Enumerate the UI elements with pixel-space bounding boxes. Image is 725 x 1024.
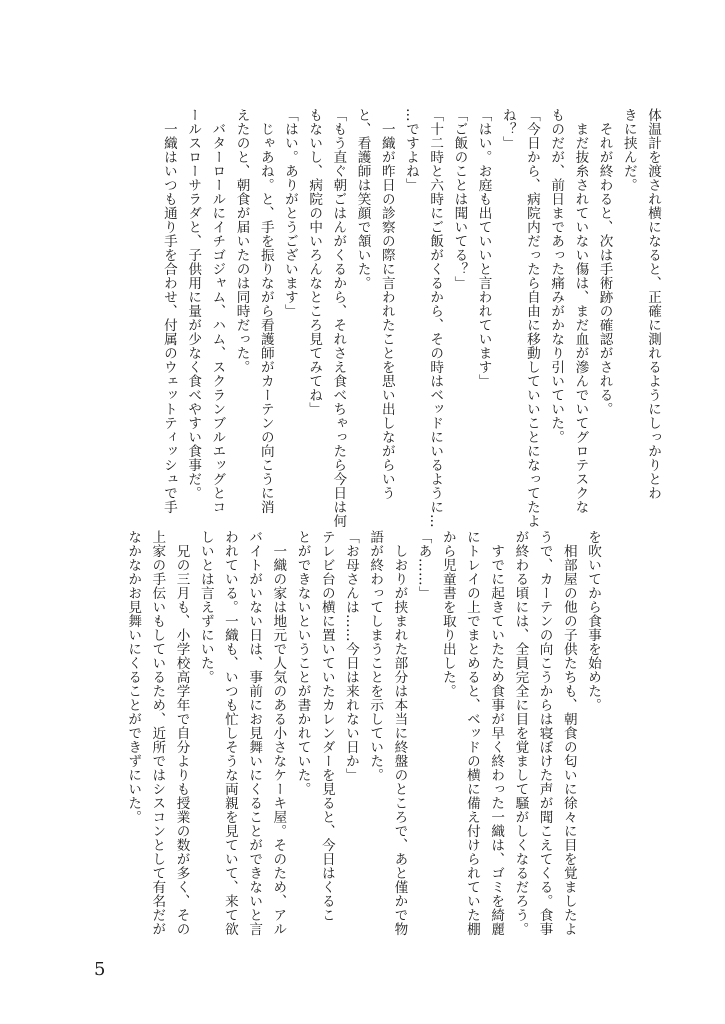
text-line: 体温計を渡され横になると、正確に測れるようにしっかりとわ (645, 108, 661, 500)
text-block-bottom (121, 530, 605, 936)
text-line: 「十二時と六時にご飯がくるから、その時はベッドにいるように… (427, 108, 444, 528)
text-line: もないし、病院の中いろんなところ見てみてね」 (306, 108, 323, 416)
text-line: から児童書を取り出した。 (439, 530, 456, 698)
text-line: すでに起きていたため食事が早く終わった一織は、ゴミを綺麗 (488, 543, 505, 936)
text-line: えたのと、朝食が届いたのは同時だった。 (233, 108, 250, 374)
text-line: 一織が昨日の診察の際に言われたことを思い出しながらいう (378, 121, 395, 500)
text-line: が終わる頃には、全員完全に目を覚まして騒がしくなるだろう。 (512, 530, 529, 936)
text-line: 兄の三月も、小学校高学年で自分よりも授業の数が多く、その (173, 543, 190, 936)
text-line: …ですよね」 (402, 108, 419, 192)
text-block-top (157, 108, 665, 528)
text-line: 語が終わってしまうことを示していた。 (367, 530, 384, 782)
text-line: にトレイの上でまとめると、ベッドの横に備え付けられていた棚 (463, 530, 480, 936)
text-line: まだ抜糸されていない傷は、まだ血が滲んでいてグロテスクな (572, 121, 589, 514)
text-line: と、看護師は笑顔で頷いた。 (354, 108, 371, 290)
text-line: われている。一織も、いつも忙しそうな両親を見ていて、来て欲 (221, 530, 238, 936)
text-line: ね？」 (499, 108, 516, 150)
text-line: なかなかお見舞いにくることができずにいた。 (125, 530, 142, 824)
text-line: 「あ……」 (415, 530, 432, 600)
text-line: きに挟んだ。 (620, 108, 637, 192)
text-line: 「ご飯のことは聞いてる？」 (451, 108, 468, 290)
text-line: それが終わると、次は手術跡の確認がされる。 (596, 121, 613, 416)
text-line: 上家の手伝いもしているため、近所ではシスコンとして有名だが (149, 530, 166, 936)
text-line: ものだが、前日まであった痛みがかなり引いていた。 (548, 108, 565, 444)
text-line: じゃあね。と、手を振りながら看護師がカーテンの向こうに消 (257, 121, 274, 514)
text-line: バイトがいない日は、事前にお見舞いにくることができないと言 (246, 530, 263, 936)
text-line: 「はい。ありがとうございます」 (281, 108, 298, 318)
text-line: バターロールにイチゴジャム、ハム、スクランブルエッグとコ (209, 121, 226, 514)
text-line: を吹いてから食事を始めた。 (585, 530, 601, 712)
text-line: テレビ台の横に置いていたカレンダーを見ると、今日はくるこ (318, 530, 335, 922)
text-line: うで、カーテンの向こうからは寝ぼけた声が聞こえてくる。食事 (536, 530, 553, 936)
text-line: しおりが挟まれた部分は本当に終盤のところで、あと僅かで物 (391, 543, 408, 936)
text-line: とができないということが書かれていた。 (294, 530, 311, 796)
page-number: 5 (94, 959, 106, 980)
text-line: 一織の家は地元で人気のある小さなケーキ屋。そのため、アル (270, 543, 287, 936)
text-line: 「今日から、病院内だったら自由に移動していいことになってたよ (523, 108, 540, 528)
text-line: しいとは言えずにいた。 (197, 530, 214, 684)
text-line: ールスローサラダと、子供用に量が少なく食べやすい食事だ。 (185, 108, 202, 500)
text-line: 「はい。お庭も出ていいと言われています」 (475, 108, 492, 388)
text-line: 「もう直ぐ朝ごはんがくるから、それさえ食べちゃったら今日は何 (330, 108, 347, 528)
text-line: 相部屋の他の子供たちも、朝食の匂いに徐々に目を覚ましたよ (560, 543, 577, 936)
text-line: 「お母さんは……今日は来れない日か」 (342, 530, 359, 782)
text-line: 一織はいつも通り手を合わせ、付属のウェットティッシュで手 (160, 121, 177, 514)
